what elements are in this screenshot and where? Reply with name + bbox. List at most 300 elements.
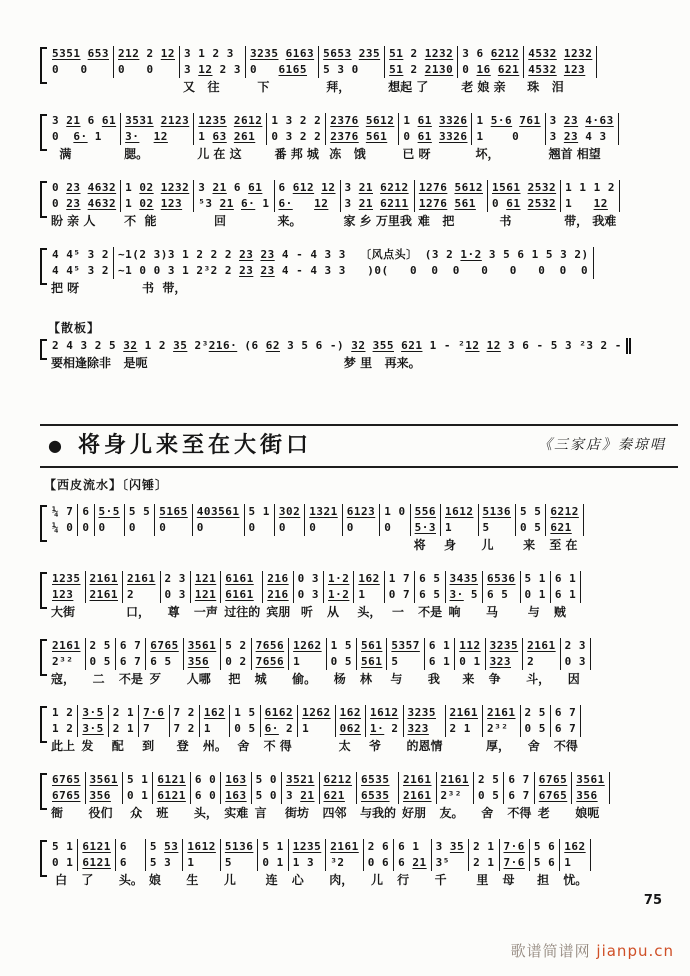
measure xyxy=(415,571,445,621)
lyrics: 头。 xyxy=(118,873,143,887)
notes-upper-voice: 1561 2532 xyxy=(491,181,557,194)
measure xyxy=(78,839,116,889)
measure xyxy=(324,571,354,621)
notes-upper-voice: 51 2 1232 xyxy=(389,47,454,60)
song2-notation xyxy=(40,504,684,889)
lyrics: 从 xyxy=(327,605,340,619)
measure xyxy=(121,180,194,230)
measure xyxy=(415,180,488,230)
notes-upper-voice: 2161 xyxy=(89,572,118,585)
notes-lower-voice: 0 1 xyxy=(52,856,74,869)
notes-upper-voice: 6 7 xyxy=(119,639,142,652)
lyrics: 舍 xyxy=(233,739,250,753)
measure xyxy=(357,638,387,688)
notes-upper-voice: 1 5 xyxy=(234,706,256,719)
notes-lower-voice: 0 1 xyxy=(262,856,284,869)
notes-upper-voice: 162 xyxy=(564,840,586,853)
notes-upper-voice: 3561 xyxy=(187,639,217,652)
notes-lower-voice: 123 xyxy=(52,588,74,601)
measure xyxy=(153,772,191,822)
measure xyxy=(326,113,399,163)
notes-lower-voice: 6765 xyxy=(52,789,81,802)
lyrics: 歹 xyxy=(149,672,162,686)
notes-upper-voice: 5351 653 xyxy=(52,47,109,60)
notes-upper-voice: 5 53 xyxy=(149,840,179,853)
notation-system xyxy=(40,705,684,755)
lyrics: 众 xyxy=(126,806,143,820)
notes-lower-voice: 1 xyxy=(564,856,572,869)
lyrics xyxy=(275,536,305,554)
measure xyxy=(530,839,560,889)
notes-lower-voice: 6 21 xyxy=(398,856,427,869)
lyrics: 将 xyxy=(413,538,426,552)
notes-upper-voice: ¼ 7 xyxy=(52,505,74,518)
lyrics: 行 xyxy=(397,873,410,887)
lyrics: 四邻 xyxy=(322,806,347,820)
measure xyxy=(267,113,326,163)
measure xyxy=(48,247,114,297)
notes-upper-voice: 6 0 xyxy=(194,773,217,786)
measure xyxy=(458,46,524,96)
measure xyxy=(48,46,114,96)
measure xyxy=(258,839,288,889)
lyrics: 马 xyxy=(486,605,499,619)
notes-lower-voice: 4 4⁵ 3 2 xyxy=(52,264,109,277)
lyrics xyxy=(446,737,484,755)
notes-upper-voice: 2 5 xyxy=(524,706,546,719)
notes-lower-voice: 0 3 2 2 xyxy=(271,130,322,143)
notes-lower-voice: 5·3 xyxy=(414,521,436,534)
notes-upper-voice: 561 xyxy=(361,639,383,652)
notes-lower-voice: 51 2 2130 xyxy=(389,63,454,76)
notes-upper-voice: 6 612 12 xyxy=(278,181,336,194)
lyrics: 不得 xyxy=(507,806,532,820)
notation-system xyxy=(40,638,684,688)
notation-system xyxy=(40,772,684,822)
lyrics: 盼 亲 人 xyxy=(51,214,96,228)
lyrics: 衙 xyxy=(51,806,64,820)
notes-upper-voice: 1 61 3326 xyxy=(403,114,468,127)
notes-upper-voice: 3 21 6 61 xyxy=(198,181,263,194)
notes-upper-voice: 3 35 xyxy=(435,840,465,853)
system-bracket xyxy=(40,47,47,84)
lyrics xyxy=(125,536,155,554)
lyrics: 不是 xyxy=(418,605,443,619)
notes-lower-voice: 6 1 xyxy=(428,655,451,668)
lyrics: 把 xyxy=(224,672,241,686)
measure xyxy=(387,638,425,688)
system-bracket xyxy=(40,114,47,151)
notes-upper-voice: 1262 xyxy=(302,706,331,719)
notes-lower-voice: 7 xyxy=(143,722,151,735)
notes-lower-voice: 0 xyxy=(98,521,106,534)
lyrics: 口， xyxy=(126,605,151,619)
lyrics: 二 xyxy=(88,672,105,686)
measure xyxy=(380,504,410,554)
notes-lower-voice: ³2 xyxy=(330,856,345,869)
notes-upper-voice: 5165 xyxy=(159,505,188,518)
notes-upper-voice: 2 3 xyxy=(564,639,586,652)
measure xyxy=(191,571,221,621)
notes-upper-voice: 2 1 xyxy=(473,840,495,853)
measure xyxy=(48,772,86,822)
watermark xyxy=(511,940,674,961)
notes-lower-voice: 2 1 xyxy=(473,856,495,869)
measure xyxy=(194,180,274,230)
lyrics: 娘 xyxy=(148,873,161,887)
lyrics: 头， xyxy=(193,806,218,820)
lyrics: 因 xyxy=(563,672,580,686)
measure xyxy=(488,180,561,230)
measure xyxy=(245,504,275,554)
measure xyxy=(221,772,251,822)
notes-lower-voice: 6 7 xyxy=(508,789,530,802)
notes-upper-voice: 2 1 xyxy=(112,706,135,719)
notes-upper-voice: 1 5 xyxy=(330,639,352,652)
lyrics: 老 xyxy=(537,806,550,820)
notes-lower-voice: 1 3 xyxy=(292,856,315,869)
measure xyxy=(551,571,581,621)
notes-lower-voice: 6121 xyxy=(82,856,111,869)
notes-lower-voice: 2161 xyxy=(403,789,432,802)
measure xyxy=(78,504,94,554)
measure xyxy=(399,772,437,822)
lyrics: 班 xyxy=(156,806,169,820)
notes-upper-voice: ~1(2 3)3 1 2 2 2 23 23 4 - 4 3 3 〔风点头〕 (3 2 1·2 3 5 6 1 5 3 2) xyxy=(117,248,589,261)
lyrics: 街坊 xyxy=(285,806,310,820)
measure xyxy=(48,180,121,230)
notes-lower-voice: 0 6· 1 xyxy=(52,130,102,143)
measure xyxy=(289,839,327,889)
notes-upper-voice: 216 xyxy=(267,572,289,585)
notes-upper-voice: 5653 235 xyxy=(323,47,381,60)
measure xyxy=(123,571,161,621)
measure xyxy=(146,638,184,688)
notes-lower-voice: 0 0 xyxy=(52,63,88,76)
measure xyxy=(425,638,455,688)
notes-lower-voice: ¼ 0 xyxy=(52,521,74,534)
lyrics: 难 把 xyxy=(417,214,455,228)
notes-upper-voice: 6212 xyxy=(550,505,579,518)
system-bracket xyxy=(40,840,47,877)
measure xyxy=(298,705,336,755)
measure xyxy=(170,705,200,755)
lyrics: 生 xyxy=(186,873,199,887)
lyrics: 白 xyxy=(51,873,68,887)
notes-upper-voice: 5 0 xyxy=(255,773,277,786)
watermark-link[interactable]: jianpu.cn xyxy=(596,942,674,960)
lyrics: 寇， xyxy=(51,672,76,686)
lyrics xyxy=(78,536,94,554)
notes-upper-voice: 6 5 xyxy=(419,572,441,585)
notes-lower-voice: 323 xyxy=(489,655,511,668)
measure xyxy=(294,571,324,621)
notation-system xyxy=(40,321,684,372)
measure xyxy=(48,839,78,889)
notes-upper-voice: 6536 xyxy=(487,572,516,585)
lyrics: 舍 xyxy=(523,739,540,753)
notes-lower-voice: 0 5 xyxy=(524,722,546,735)
lyrics: 已 呀 xyxy=(402,147,431,161)
lyrics: 贼 xyxy=(553,605,566,619)
measure xyxy=(221,571,263,621)
lyrics xyxy=(155,536,193,554)
notes-upper-voice: 1262 xyxy=(293,639,322,652)
measure xyxy=(194,113,267,163)
lyrics: 登 xyxy=(172,739,189,753)
notes-upper-voice: 3435 xyxy=(449,572,479,585)
lyrics: 偷。 xyxy=(292,672,317,686)
measure xyxy=(326,839,364,889)
notes-lower-voice: 5 xyxy=(391,655,399,668)
notes-lower-voice: 7 2 xyxy=(173,722,195,735)
measure xyxy=(523,638,561,688)
lyrics: 腮。 xyxy=(124,147,149,161)
notes-upper-voice: 212 2 12 xyxy=(118,47,175,60)
notes-lower-voice: 1276 561 xyxy=(418,197,476,210)
notes-upper-voice: 5 1 xyxy=(248,505,270,518)
notes-lower-voice: 621 xyxy=(323,789,345,802)
song1-notation xyxy=(40,46,684,372)
notes-upper-voice: 1612 xyxy=(445,505,474,518)
measure xyxy=(354,571,384,621)
lyrics: 身 xyxy=(444,538,457,552)
song2-header xyxy=(40,424,678,492)
notes-lower-voice: 0 16 621 xyxy=(462,63,520,76)
lyrics: 母 xyxy=(502,873,515,887)
notes-upper-voice: 1·2 xyxy=(328,572,350,585)
notes-upper-voice: 2161 xyxy=(127,572,156,585)
notes-upper-voice: 2376 5612 xyxy=(330,114,395,127)
measure xyxy=(200,705,230,755)
notes-lower-voice: 356 xyxy=(89,789,111,802)
notes-lower-voice: 1 0 xyxy=(476,130,520,143)
measure xyxy=(184,638,222,688)
measure xyxy=(146,839,184,889)
measure xyxy=(114,247,594,297)
notes-lower-voice: 0 2 xyxy=(225,655,247,668)
notes-lower-voice: 0 xyxy=(309,521,317,534)
measure xyxy=(521,571,551,621)
lyrics xyxy=(245,536,275,554)
notes-upper-voice: 5136 xyxy=(224,840,254,853)
notes-lower-voice: 0 7 xyxy=(388,588,411,601)
lyrics: 过往的 xyxy=(224,605,261,619)
notes-upper-voice: 7·6 xyxy=(503,840,525,853)
lyrics: 书 xyxy=(490,214,512,228)
notes-lower-voice: 0 5 xyxy=(234,722,256,735)
measure xyxy=(446,571,484,621)
lyrics: 了 xyxy=(81,873,94,887)
notes-lower-voice: 0 6165 xyxy=(250,63,307,76)
lyrics xyxy=(48,536,78,554)
lyrics: 家 乡 万里我 xyxy=(343,214,412,228)
notes-lower-voice: 2 xyxy=(527,655,535,668)
notation-system xyxy=(40,504,684,554)
measure xyxy=(437,772,475,822)
measure xyxy=(546,113,619,163)
notes-upper-voice: 556 xyxy=(414,505,436,518)
notes-lower-voice: 1 12 xyxy=(565,197,608,210)
notes-upper-voice: 2161 xyxy=(440,773,470,786)
notes-upper-voice: 5 5 xyxy=(520,505,542,518)
notes-lower-voice: 1·2 xyxy=(328,588,350,601)
notes-lower-voice: 1 xyxy=(358,588,366,601)
lyrics: 厚， xyxy=(486,739,511,753)
notes-lower-voice: 0 3 xyxy=(297,588,320,601)
measure xyxy=(521,705,551,755)
notes-upper-voice: 2161 xyxy=(52,639,81,652)
measure xyxy=(230,705,260,755)
lyrics: 爷 xyxy=(369,739,382,753)
lyrics: 舍 xyxy=(477,806,494,820)
notes-lower-voice: 1 xyxy=(293,655,301,668)
lyrics: 不 得 xyxy=(263,739,292,753)
measure xyxy=(336,705,366,755)
notes-lower-voice: 6 7 xyxy=(119,655,142,668)
measure xyxy=(86,772,124,822)
measure xyxy=(551,705,581,755)
notes-upper-voice: 6212 xyxy=(323,773,352,786)
notes-upper-voice: 3 21 6212 xyxy=(344,181,409,194)
lyrics: 州。 xyxy=(202,739,227,753)
notes-lower-voice: 5 3 xyxy=(149,856,172,869)
notes-upper-voice: 2 5 xyxy=(478,773,500,786)
notes-upper-voice: 3·5 xyxy=(82,706,104,719)
measure xyxy=(524,46,597,96)
notes-upper-voice: 7 2 xyxy=(173,706,195,719)
measure xyxy=(78,705,108,755)
notes-lower-voice: 0 xyxy=(159,521,167,534)
lyrics: 心 xyxy=(291,873,304,887)
notes-upper-voice: 6 1 xyxy=(398,840,420,853)
measure xyxy=(282,772,320,822)
notes-lower-voice: 2³² xyxy=(52,655,74,668)
notation-system xyxy=(40,46,684,96)
measure xyxy=(161,571,191,621)
notes-upper-voice: 1 5·6 761 xyxy=(476,114,541,127)
bullet-icon: ● xyxy=(48,436,62,455)
notes-lower-voice: 561 xyxy=(361,655,383,668)
notes-upper-voice: 5 1 xyxy=(524,572,546,585)
notes-lower-voice: ⁵3 21 6· 1 xyxy=(198,197,270,210)
notes-lower-voice: 0 xyxy=(384,521,392,534)
lyrics: 不是 xyxy=(118,672,143,686)
lyrics: 书 带， xyxy=(116,281,187,295)
measure xyxy=(261,705,299,755)
lyrics: 杨 xyxy=(329,672,346,686)
lyrics: 斗， xyxy=(526,672,551,686)
measure xyxy=(263,571,293,621)
measure xyxy=(121,113,194,163)
measure xyxy=(109,705,139,755)
notes-upper-voice: 6 1 xyxy=(428,639,451,652)
notes-upper-voice: 1235 xyxy=(52,572,81,585)
lyrics xyxy=(86,603,124,621)
measure xyxy=(572,772,610,822)
measure xyxy=(86,638,116,688)
notes-upper-voice: 4 4⁵ 3 2 xyxy=(52,248,109,261)
notes-upper-voice: 2 3 xyxy=(164,572,186,585)
notes-lower-voice: 0 5 xyxy=(478,789,500,802)
lyrics: 一 xyxy=(387,605,404,619)
notes-lower-voice: 3 21 6211 xyxy=(344,197,409,210)
notes-upper-voice: 3235 6163 xyxy=(250,47,315,60)
notes-upper-voice: 3235 xyxy=(489,639,519,652)
notation-system xyxy=(40,113,684,163)
notes-upper-voice: 1235 2612 xyxy=(198,114,263,127)
lyrics xyxy=(343,536,381,554)
notes-lower-voice: 0 0 xyxy=(118,63,154,76)
notes-lower-voice: 7656 xyxy=(255,655,285,668)
notes-upper-voice: 2161 xyxy=(487,706,516,719)
lyrics: 儿 xyxy=(366,873,383,887)
lyrics: 满 xyxy=(51,147,72,161)
notes-upper-voice: 1612 xyxy=(370,706,399,719)
lyrics xyxy=(48,78,114,96)
lyrics: 林 xyxy=(360,672,373,686)
lyrics: 一声 xyxy=(193,605,218,619)
notes-upper-voice: 5 2 xyxy=(225,639,247,652)
notes-lower-voice: 0 xyxy=(248,521,256,534)
lyrics: 言 xyxy=(254,806,267,820)
measure xyxy=(455,638,485,688)
lyrics: 实难 xyxy=(224,806,249,820)
notes-lower-voice: ~1 0 0 3 1 2³2 2 23 23 4 - 4 3 3 )0( 0 0 0 0 0 0 0 0 xyxy=(117,264,589,277)
lyrics: 争 xyxy=(488,672,501,686)
lyrics: 把 呀 xyxy=(51,281,80,295)
lyrics xyxy=(95,536,125,554)
notes-upper-voice: 6 7 xyxy=(508,773,530,786)
notes-upper-voice: 4532 1232 xyxy=(528,47,593,60)
lyrics xyxy=(193,536,245,554)
measure xyxy=(343,504,381,554)
notes-lower-voice: 2 xyxy=(127,588,135,601)
measure xyxy=(221,839,259,889)
measure xyxy=(327,638,357,688)
measure xyxy=(48,571,86,621)
notes-upper-voice: 5 5 xyxy=(128,505,151,518)
measure xyxy=(411,504,441,554)
lyrics: 与 xyxy=(390,672,403,686)
notes-upper-voice: 5 1 xyxy=(52,840,74,853)
notes-lower-voice: 0 3 xyxy=(164,588,186,601)
lyrics: 发 xyxy=(81,739,94,753)
notes-upper-voice: 1 1 1 2 xyxy=(565,181,615,194)
notes-upper-voice: 6765 xyxy=(150,639,179,652)
lyrics xyxy=(380,536,410,554)
notes-upper-voice: 7·6 xyxy=(143,706,165,719)
notes-lower-voice: 1 xyxy=(302,722,310,735)
notes-lower-voice: 0 1 xyxy=(459,655,481,668)
notes-upper-voice: 1 3 2 2 xyxy=(271,114,322,127)
lyrics: 与我的 xyxy=(360,806,397,820)
notes-lower-voice: 0 6 xyxy=(367,856,390,869)
notes-upper-voice: 5136 xyxy=(482,505,511,518)
notes-lower-voice: 323 xyxy=(407,722,429,735)
lyrics: 回 xyxy=(197,214,226,228)
notation-system xyxy=(40,247,684,297)
lyrics: 带， 我难 xyxy=(564,214,617,228)
notes-lower-voice: 0 5 xyxy=(520,521,542,534)
notes-upper-voice: 112 xyxy=(459,639,481,652)
notes-upper-voice: 6 1 xyxy=(554,572,577,585)
notes-upper-voice: 163 xyxy=(225,773,247,786)
notes-lower-voice: 6 1 xyxy=(554,588,577,601)
notes-upper-voice: 5 1 xyxy=(127,773,149,786)
measure xyxy=(469,839,499,889)
notation-system xyxy=(40,839,684,889)
